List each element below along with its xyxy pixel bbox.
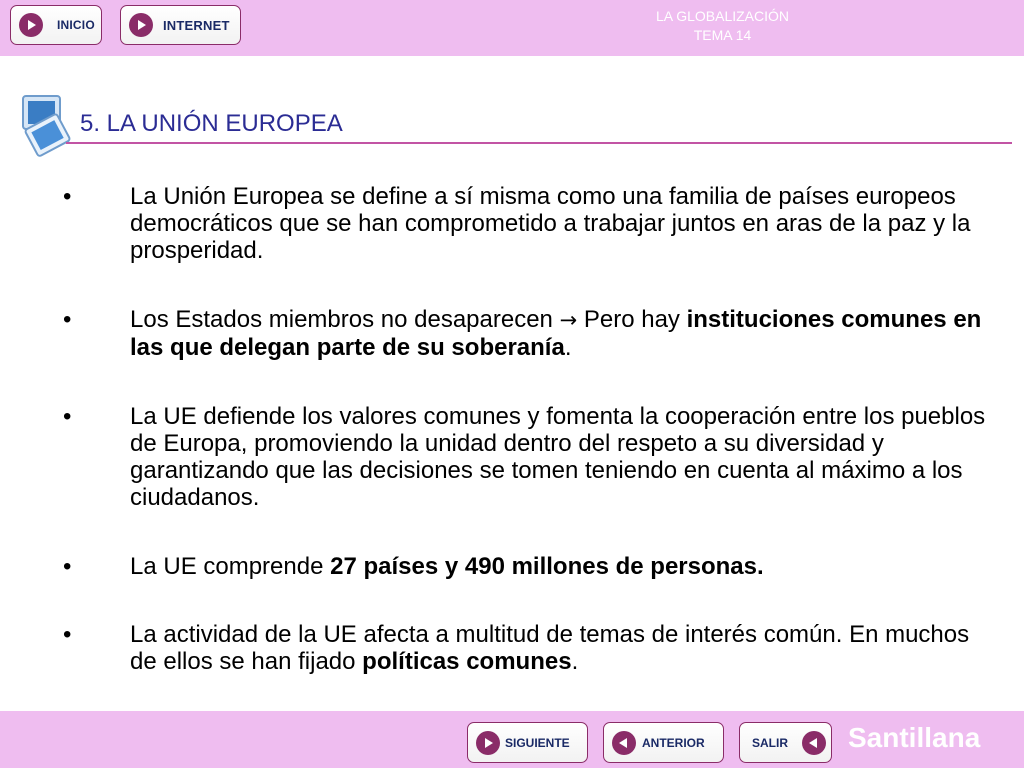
salir-button[interactable] <box>739 722 832 763</box>
internet-button[interactable] <box>120 5 241 45</box>
play-left-icon <box>612 731 636 755</box>
play-right-icon <box>19 13 43 37</box>
play-right-icon <box>129 13 153 37</box>
bullet-item <box>0 553 1024 580</box>
course-title: LA GLOBALIZACIÓN <box>655 8 790 24</box>
bullet-text-part: Los Estados miembros no desaparecen <box>130 306 560 333</box>
play-left-icon <box>802 731 826 755</box>
salir-label: SALIR <box>752 735 788 750</box>
title-divider <box>66 142 1012 144</box>
bullet-text <box>130 183 1000 264</box>
anterior-button[interactable] <box>603 722 724 763</box>
bullet-dot: • <box>63 553 72 580</box>
bullet-dot: • <box>63 306 72 333</box>
bullet-text-part: La Unión Europea se define a sí misma como una familia de países europeos democráticos que se han comprometido a trabajar juntos en aras de la paz y la prosperidad. <box>130 183 971 264</box>
bullet-dot: • <box>63 403 72 430</box>
bullet-text-part: Pero hay <box>577 306 687 333</box>
bullet-item <box>0 183 1024 264</box>
bullet-bold-text: instituciones comunes en las que delegan parte de su soberanía <box>130 306 982 361</box>
bullet-item <box>0 306 1024 361</box>
bullet-item <box>0 403 1024 511</box>
bullet-bold-text: 27 países y 490 millones de personas. <box>330 553 764 580</box>
bullet-text <box>130 306 1000 361</box>
bullet-text <box>130 403 1000 511</box>
internet-label: INTERNET <box>163 17 230 33</box>
bullet-text-part: . <box>571 648 579 675</box>
top-bar <box>0 0 1024 56</box>
siguiente-button[interactable] <box>467 722 588 763</box>
arrow-right-icon: → <box>559 308 578 332</box>
play-right-icon <box>476 731 500 755</box>
bullet-dot: • <box>63 183 72 210</box>
monitor-icon <box>18 94 78 166</box>
header-info <box>600 7 845 45</box>
brand-logo: Santillana <box>848 722 981 753</box>
bullet-item <box>0 621 1024 675</box>
siguiente-label: SIGUIENTE <box>505 735 570 750</box>
bullet-text-part: . <box>564 334 572 361</box>
bullet-text <box>130 553 1000 580</box>
bullet-text-part: La UE comprende <box>130 553 331 580</box>
bullet-list <box>0 183 1024 675</box>
bullet-bold-text: políticas comunes <box>362 648 572 675</box>
bullet-text <box>130 621 1000 675</box>
bullet-text-part: La UE defiende los valores comunes y fomenta la cooperación entre los pueblos de Europa, promoviendo la unidad dentro del respeto a su diversidad y garantizando que las decisiones se tomen teniendo en cuenta al máximo a los ciudadanos. <box>130 403 986 511</box>
unit-label: TEMA 14 <box>693 27 752 43</box>
inicio-label: INICIO <box>57 18 95 32</box>
section-title: 5. LA UNIÓN EUROPEA <box>80 110 343 137</box>
bullet-text-part: La actividad de la UE afecta a multitud de temas de interés común. En muchos de ellos se han fijado <box>130 621 970 675</box>
bullet-dot: • <box>63 621 72 648</box>
anterior-label: ANTERIOR <box>642 735 705 750</box>
inicio-button[interactable] <box>10 5 102 45</box>
